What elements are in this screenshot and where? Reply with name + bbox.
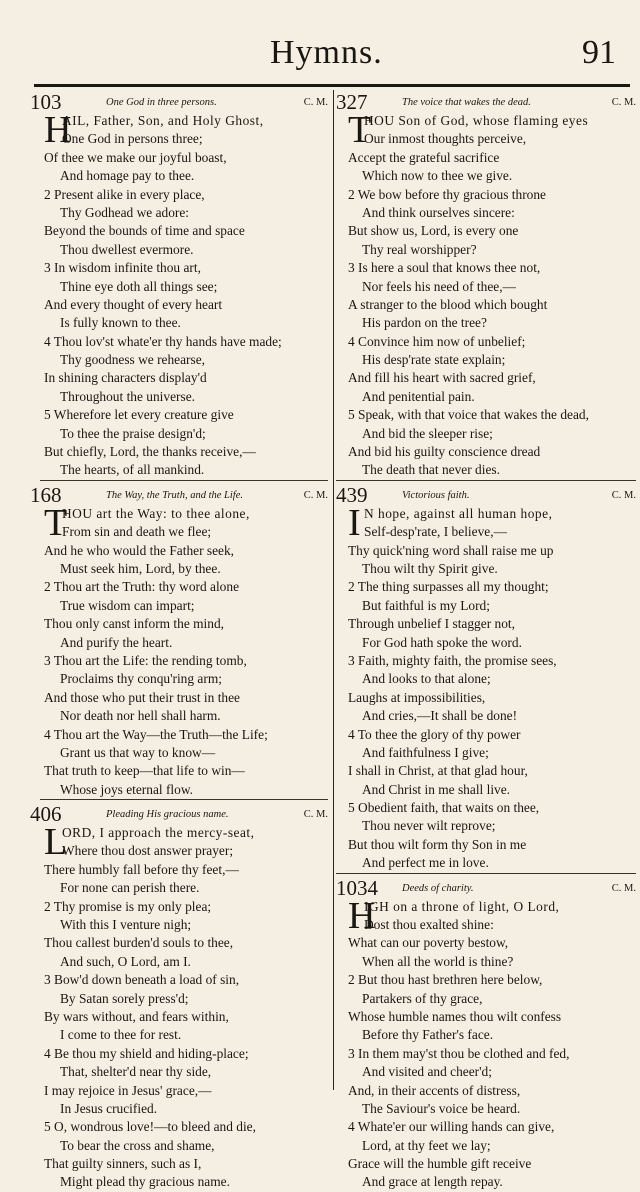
hymn-line: Self-desp'rate, I believe,— — [364, 524, 507, 540]
hymn-line: In shining characters display'd — [44, 370, 207, 386]
page-title: Hymns. — [270, 34, 383, 71]
hymn-line: Of thee we make our joyful boast, — [44, 149, 227, 165]
hymn-meter: C. M. — [303, 489, 328, 501]
hymn-line: And visited and cheer'd; — [362, 1064, 492, 1080]
hymn-text — [336, 501, 636, 873]
hymn-dropcap: H — [348, 894, 376, 937]
hymn-line: 5 Wherefore let every creature give — [44, 407, 234, 423]
hymn-text — [336, 894, 636, 1192]
page-header — [0, 0, 640, 86]
hymn-line: Partakers of thy grace, — [362, 990, 483, 1006]
hymn-dropcap: T — [44, 501, 68, 544]
hymn-line: For none can perish there. — [60, 880, 200, 896]
hymn-line: Through unbelief I stagger not, — [348, 616, 515, 632]
hymn-line: Thou dwellest evermore. — [60, 241, 194, 257]
hymn-number: 1034 — [336, 875, 378, 900]
hymn-line: To bear the cross and shame, — [60, 1137, 215, 1153]
hymn-line: 2 Present alike in every place, — [44, 186, 205, 202]
hymn — [30, 88, 328, 480]
header-rule — [34, 84, 630, 87]
hymn-line: Lord, at thy feet we lay; — [362, 1137, 491, 1153]
hymn-line: And perfect me in love. — [362, 855, 489, 871]
hymn-title: Deeds of charity. — [402, 882, 474, 894]
hymn-line: 2 But thou hast brethren here below, — [348, 972, 543, 988]
hymn-text — [336, 109, 636, 480]
hymn-line: But thou wilt form thy Son in me — [348, 836, 527, 852]
hymn-line: Beyond the bounds of time and space — [44, 223, 245, 239]
hymn-line: And grace at length repay. — [362, 1174, 503, 1190]
hymn-line: 2 Thou art the Truth: thy word alone — [44, 579, 240, 595]
hymn-line: Nor feels his need of thee,— — [362, 278, 516, 294]
hymn-line: 4 Thou lov'st whate'er thy hands have made; — [44, 333, 282, 349]
hymn-line: I may rejoice in Jesus' grace,— — [44, 1082, 212, 1098]
hymn-line: Thou callest burden'd souls to thee, — [44, 935, 234, 951]
hymn-line: 4 Thou art the Way—the Truth—the Life; — [44, 726, 268, 742]
hymn-line: 3 Thou art the Life: the rending tomb, — [44, 652, 247, 668]
hymn-heading — [336, 481, 636, 505]
hymn-line: Must seek him, Lord, by thee. — [60, 560, 221, 576]
hymn-meter: C. M. — [611, 97, 636, 108]
hymn-text — [40, 109, 328, 480]
hymn-heading — [336, 874, 636, 898]
hymn-line: N hope, against all human hope, — [364, 505, 553, 521]
hymn-dropcap: I — [348, 501, 361, 544]
hymn-line: And such, O Lord, am I. — [60, 953, 191, 969]
hymn-line: Accept the grateful sacrifice — [348, 149, 500, 165]
hymn-line: And fill his heart with sacred grief, — [348, 370, 536, 386]
left-column — [30, 88, 328, 1192]
hymn-line: By Satan sorely press'd; — [60, 990, 189, 1006]
hymn-line: 3 In them may'st thou be clothed and fed, — [348, 1045, 570, 1061]
hymn-line: But chiefly, Lord, the thanks receive,— — [44, 444, 256, 460]
hymn-line: But faithful is my Lord; — [362, 597, 490, 613]
hymn-line: And think ourselves sincere: — [362, 204, 515, 220]
hymn-line: 5 O, wondrous love!—to bleed and die, — [44, 1119, 256, 1135]
hymn-line: Thy Godhead we adore: — [60, 204, 190, 220]
hymn-title: Pleading His gracious name. — [106, 809, 229, 821]
hymn-line: What can our poverty bestow, — [348, 935, 509, 951]
hymn — [30, 799, 328, 1192]
hymn-line: Thou never wilt reprove; — [362, 818, 496, 834]
hymn-line: Where thou dost answer prayer; — [62, 843, 234, 859]
hymn-text — [40, 821, 328, 1192]
hymn-line: And penitential pain. — [362, 388, 475, 404]
hymn-number: 439 — [336, 482, 368, 507]
hymn-line: Whose humble names thou wilt confess — [348, 1008, 562, 1024]
hymn-line: ORD, I approach the mercy-seat, — [62, 825, 255, 841]
hymn-line: 5 Speak, with that voice that wakes the dead, — [348, 407, 589, 423]
hymn-line: A stranger to the blood which bought — [348, 296, 548, 312]
hymn-title: The Way, the Truth, and the Life. — [106, 489, 243, 501]
hymn-line: I come to thee for rest. — [60, 1027, 182, 1043]
hymn-line: 3 In wisdom infinite thou art, — [44, 260, 201, 276]
hymn-heading — [30, 800, 328, 827]
hymn-line: 2 Thy promise is my only plea; — [44, 898, 212, 914]
right-column — [336, 88, 636, 1192]
hymn-line: Thy quick'ning word shall raise me up — [348, 542, 554, 558]
hymn-line: 2 We bow before thy gracious throne — [348, 186, 546, 202]
hymn-line: Thy real worshipper? — [362, 241, 477, 257]
hymn-title: The voice that wakes the dead. — [402, 97, 531, 108]
hymn-line: And looks to that alone; — [362, 671, 491, 687]
hymn-line: The death that never dies. — [362, 462, 500, 478]
hymn-heading — [336, 88, 636, 112]
hymn-line: There humbly fall before thy feet,— — [44, 861, 239, 877]
hymn-line: 4 Whate'er our willing hands can give, — [348, 1119, 555, 1135]
hymn-line: For God hath spoke the word. — [362, 634, 522, 650]
hymn-number: 103 — [30, 90, 62, 114]
hymn-line: HOU art the Way: to thee alone, — [62, 505, 250, 521]
hymn-line: Grant us that way to know— — [60, 744, 216, 760]
hymn-line: Thy goodness we rehearse, — [60, 352, 206, 368]
hymn-heading — [30, 481, 328, 507]
hymn-line: Thou only canst inform the mind, — [44, 616, 225, 632]
hymn-line: 4 Be thou my shield and hiding-place; — [44, 1045, 249, 1061]
hymn-line: 4 To thee the glory of thy power — [348, 726, 521, 742]
hymn-line: And purify the heart. — [60, 634, 173, 650]
hymn-line: I shall in Christ, at that glad hour, — [348, 763, 528, 779]
hymn — [336, 480, 636, 873]
hymn-line: And every thought of every heart — [44, 296, 223, 312]
hymn-line: That truth to keep—that life to win— — [44, 763, 245, 779]
hymn-line: And bid his guilty conscience dread — [348, 444, 541, 460]
hymn-line: From sin and death we flee; — [62, 524, 212, 540]
hymn-line: That guilty sinners, such as I, — [44, 1156, 202, 1172]
hymn-heading — [30, 88, 328, 114]
page-number: 91 — [582, 34, 616, 71]
column-divider — [333, 90, 334, 1090]
hymn-line: Which now to thee we give. — [362, 168, 513, 184]
hymn-line: And Christ in me shall live. — [362, 781, 511, 797]
hymn-line: 3 Bow'd down beneath a load of sin, — [44, 972, 240, 988]
hymn-line: 5 Obedient faith, that waits on thee, — [348, 800, 540, 816]
hymn-line: And, in their accents of distress, — [348, 1082, 521, 1098]
hymn — [30, 480, 328, 799]
hymn-line: And faithfulness I give; — [362, 744, 489, 760]
hymn-line: By wars without, and fears within, — [44, 1008, 229, 1024]
hymn-number: 327 — [336, 90, 368, 114]
hymn-line: Proclaims thy conqu'ring arm; — [60, 671, 222, 687]
hymn-line: That, shelter'd near thy side, — [60, 1064, 212, 1080]
hymn-meter: C. M. — [611, 882, 636, 894]
hymn — [336, 88, 636, 480]
hymn-line: AIL, Father, Son, and Holy Ghost, — [62, 113, 264, 128]
hymn-line: In Jesus crucified. — [60, 1100, 158, 1116]
hymn-line: 4 Convince him now of unbelief; — [348, 333, 526, 349]
hymn-line: Before thy Father's face. — [362, 1027, 494, 1043]
hymn-line: The hearts, of all mankind. — [60, 462, 205, 478]
hymn-line: His pardon on the tree? — [362, 315, 487, 331]
hymn-text — [40, 501, 328, 799]
hymn-line: Might plead thy gracious name. — [60, 1174, 230, 1190]
hymn-line: IGH on a throne of light, O Lord, — [364, 898, 560, 914]
hymn-line: Whose joys eternal flow. — [60, 781, 193, 797]
hymn-line: Nor death nor hell shall harm. — [60, 708, 221, 724]
hymn-line: 2 The thing surpasses all my thought; — [348, 579, 549, 595]
hymn-line: And cries,—It shall be done! — [362, 708, 518, 724]
hymn-line: But show us, Lord, is every one — [348, 223, 519, 239]
hymn-number: 406 — [30, 802, 62, 827]
hymn-line: His desp'rate state explain; — [362, 352, 506, 368]
hymn-line: The Saviour's voice be heard. — [362, 1100, 521, 1116]
hymn-line: HOU Son of God, whose flaming eyes — [364, 113, 589, 128]
hymn-title: Victorious faith. — [402, 489, 470, 501]
hymn-line: 3 Is here a soul that knows thee not, — [348, 260, 541, 276]
hymn-line: To thee the praise design'd; — [60, 425, 206, 441]
hymn-line: One God in persons three; — [62, 131, 203, 147]
hymn-line: Thou wilt thy Spirit give. — [362, 560, 498, 576]
hymn-title: One God in three persons. — [106, 97, 217, 108]
hymn-line: And homage pay to thee. — [60, 168, 195, 184]
hymn-number: 168 — [30, 482, 62, 507]
hymn-line: With this I venture nigh; — [60, 917, 192, 933]
hymn — [336, 873, 636, 1192]
hymn-dropcap: H — [44, 109, 72, 151]
hymn-line: Grace will the humble gift receive — [348, 1156, 532, 1172]
hymn-meter: C. M. — [303, 97, 328, 108]
hymn-line: Laughs at impossibilities, — [348, 689, 486, 705]
hymn-line: True wisdom can impart; — [60, 597, 195, 613]
hymn-dropcap: L — [44, 821, 68, 864]
hymn-line: And he who would the Father seek, — [44, 542, 235, 558]
hymn-dropcap: T — [348, 109, 372, 151]
hymn-line: And bid the sleeper rise; — [362, 425, 493, 441]
hymn-line: Dost thou exalted shine: — [364, 917, 494, 933]
hymn-line: 3 Faith, mighty faith, the promise sees, — [348, 652, 557, 668]
hymn-meter: C. M. — [611, 489, 636, 501]
hymn-line: Our inmost thoughts perceive, — [364, 131, 527, 147]
hymn-line: Thine eye doth all things see; — [60, 278, 218, 294]
hymn-line: Is fully known to thee. — [60, 315, 181, 331]
hymn-meter: C. M. — [303, 809, 328, 821]
hymn-line: When all the world is thine? — [362, 953, 514, 969]
hymn-line: Throughout the universe. — [60, 388, 195, 404]
hymn-line: And those who put their trust in thee — [44, 689, 240, 705]
